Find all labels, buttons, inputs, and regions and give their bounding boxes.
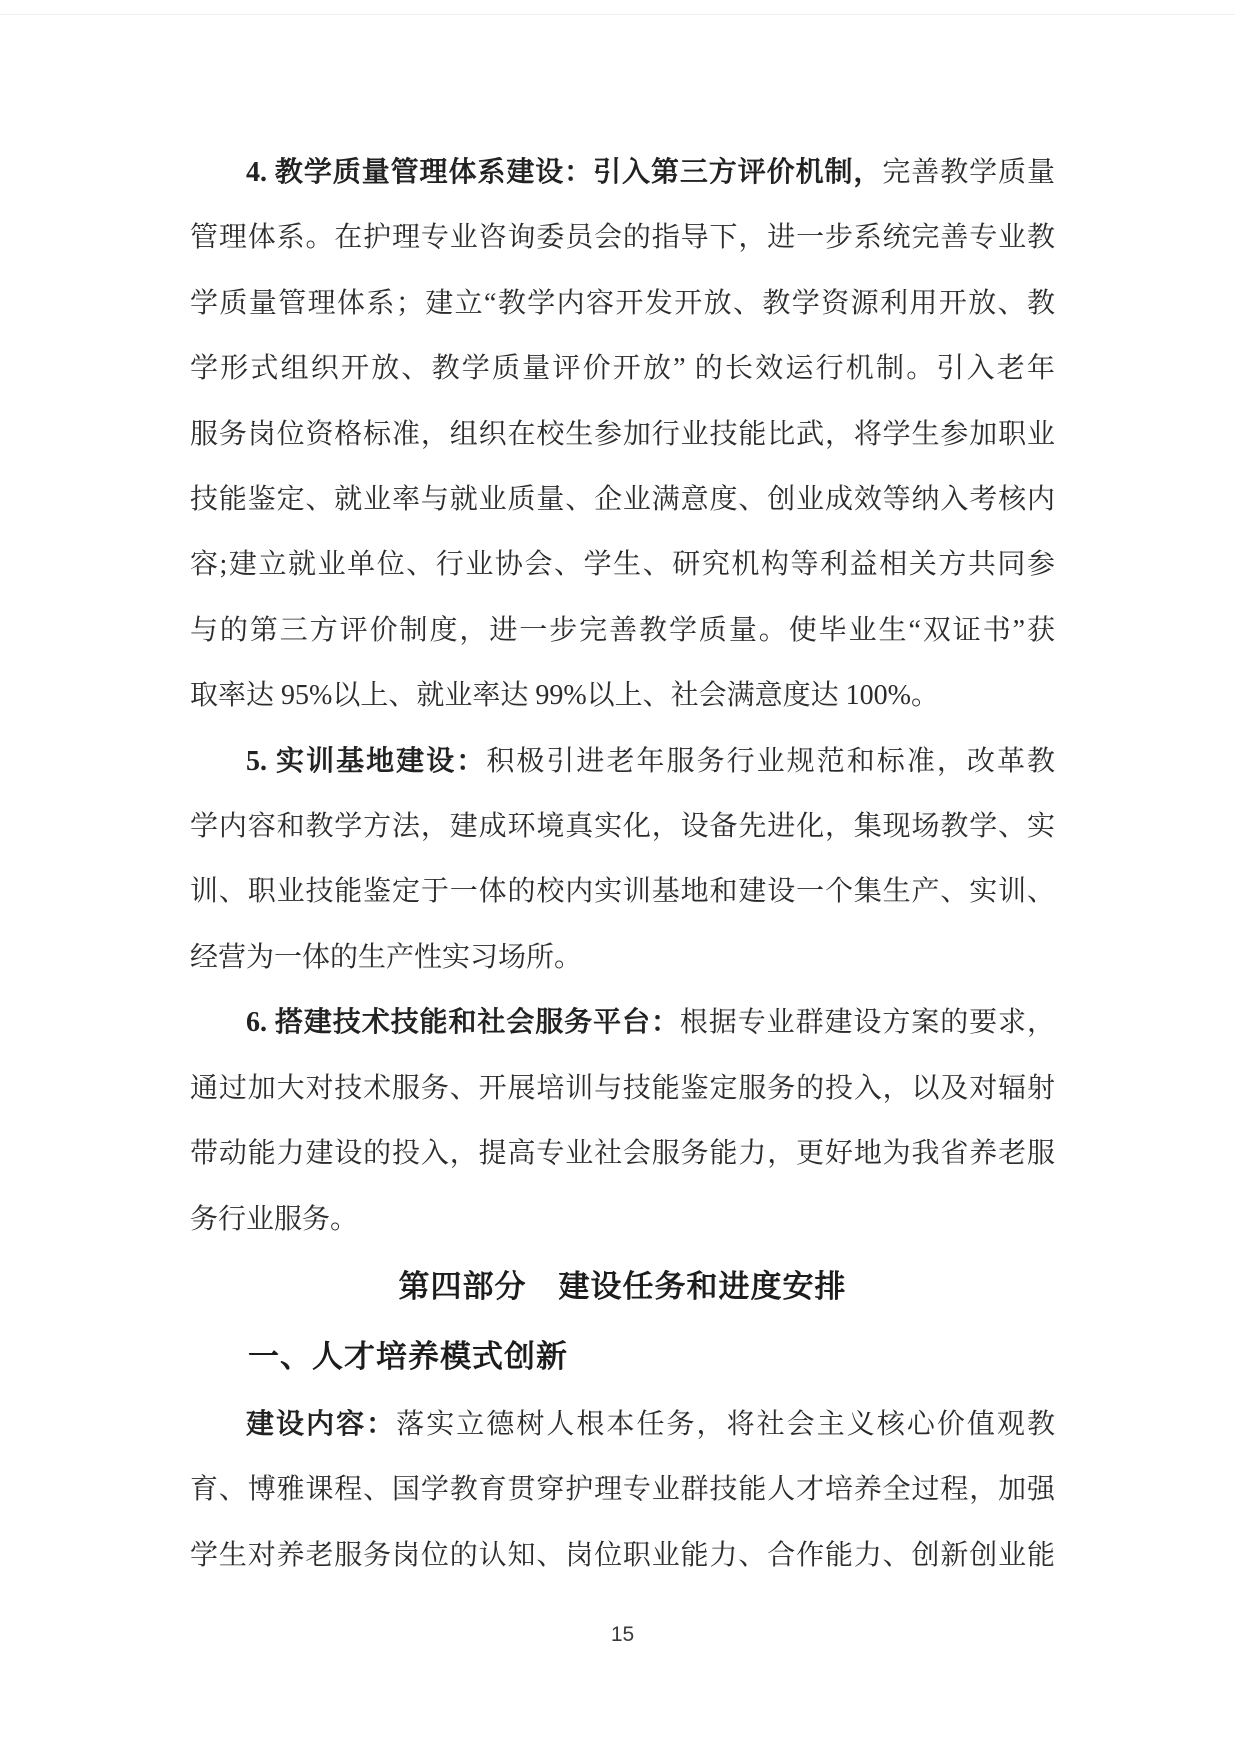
text-run: 完善教学质量 xyxy=(882,157,1055,188)
text-line xyxy=(190,1392,1055,1457)
text-line xyxy=(190,271,1055,336)
part-heading: 第四部分 建设任务和进度安排 xyxy=(398,1268,847,1304)
page-number: 15 xyxy=(610,1623,635,1647)
text-line xyxy=(190,794,1055,859)
text-run: 容;建立就业单位、行业协会、学生、研究机构等利益相关方共同参 xyxy=(190,549,1055,581)
text-line xyxy=(190,140,1055,205)
text-line xyxy=(190,336,1055,401)
text-line xyxy=(190,1056,1055,1121)
text-line xyxy=(190,205,1055,270)
text-run: 管理体系。在护理专业咨询委员会的指导下，进一步系统完善专业教 xyxy=(190,222,1055,254)
text-run: 与的第三方评价制度，进一步完善教学质量。使毕业生“双证书”获 xyxy=(190,614,1055,646)
bold-run: 4. 教学质量管理体系建设：引入第三方评价机制， xyxy=(246,157,883,188)
text-run: 根据专业群建设方案的要求， xyxy=(679,1007,1055,1039)
text-line xyxy=(190,925,1055,990)
text-line xyxy=(190,532,1055,597)
text-line xyxy=(190,1457,1055,1522)
text-run: 取率达 95%以上、就业率达 99%以上、社会满意度达 100%。 xyxy=(190,680,939,712)
text-line xyxy=(190,1523,1055,1588)
text-run: 训、职业技能鉴定于一体的校内实训基地和建设一个集生产、实训、 xyxy=(190,876,1055,908)
text-line xyxy=(190,729,1055,794)
text-run: 学质量管理体系；建立“教学内容开发开放、教学资源利用开放、教 xyxy=(190,287,1055,319)
text-line xyxy=(190,859,1055,924)
section-heading: 一、人才培养模式创新 xyxy=(248,1338,568,1374)
bold-run: 5. 实训基地建设： xyxy=(246,745,487,777)
text-run: 通过加大对技术服务、开展培训与技能鉴定服务的投入，以及对辐射 xyxy=(190,1072,1055,1104)
text-line xyxy=(190,990,1055,1055)
text-run: 育、博雅课程、国学教育贯穿护理专业群技能人才培养全过程，加强 xyxy=(190,1474,1055,1506)
text-line xyxy=(190,598,1055,663)
text-run: 积极引进老年服务行业规范和标准，改革教 xyxy=(486,745,1055,777)
bold-run: 建设内容： xyxy=(246,1408,397,1440)
paragraph-item-4 xyxy=(190,140,1055,729)
text-run: 经营为一体的生产性实习场所。 xyxy=(190,941,583,973)
text-run: 落实立德树人根本任务，将社会主义核心价值观教 xyxy=(396,1408,1055,1440)
text-run: 务行业服务。 xyxy=(190,1203,359,1235)
text-run: 学内容和教学方法，建成环境真实化，设备先进化，集现场教学、实 xyxy=(190,811,1055,843)
paragraph-item-5 xyxy=(190,729,1055,991)
paragraph-item-6 xyxy=(190,990,1055,1252)
text-line xyxy=(190,1187,1055,1252)
text-run: 学生对养老服务岗位的认知、岗位职业能力、合作能力、创新创业能 xyxy=(190,1539,1055,1571)
text-line xyxy=(190,1121,1055,1186)
scan-artifact-line xyxy=(0,14,1235,15)
text-run: 服务岗位资格标准，组织在校生参加行业技能比武，将学生参加职业 xyxy=(190,418,1055,450)
text-run: 技能鉴定、就业率与就业质量、企业满意度、创业成效等纳入考核内 xyxy=(190,484,1055,516)
text-line xyxy=(190,663,1055,728)
text-run: 带动能力建设的投入，提高专业社会服务能力，更好地为我省养老服 xyxy=(190,1138,1055,1170)
text-line xyxy=(190,467,1055,532)
paragraph-construction-content xyxy=(190,1392,1055,1588)
text-run: 学形式组织开放、教学质量评价开放” 的长效运行机制。引入老年 xyxy=(190,353,1055,385)
bold-run: 6. 搭建技术技能和社会服务平台： xyxy=(246,1007,680,1039)
text-line xyxy=(190,402,1055,467)
